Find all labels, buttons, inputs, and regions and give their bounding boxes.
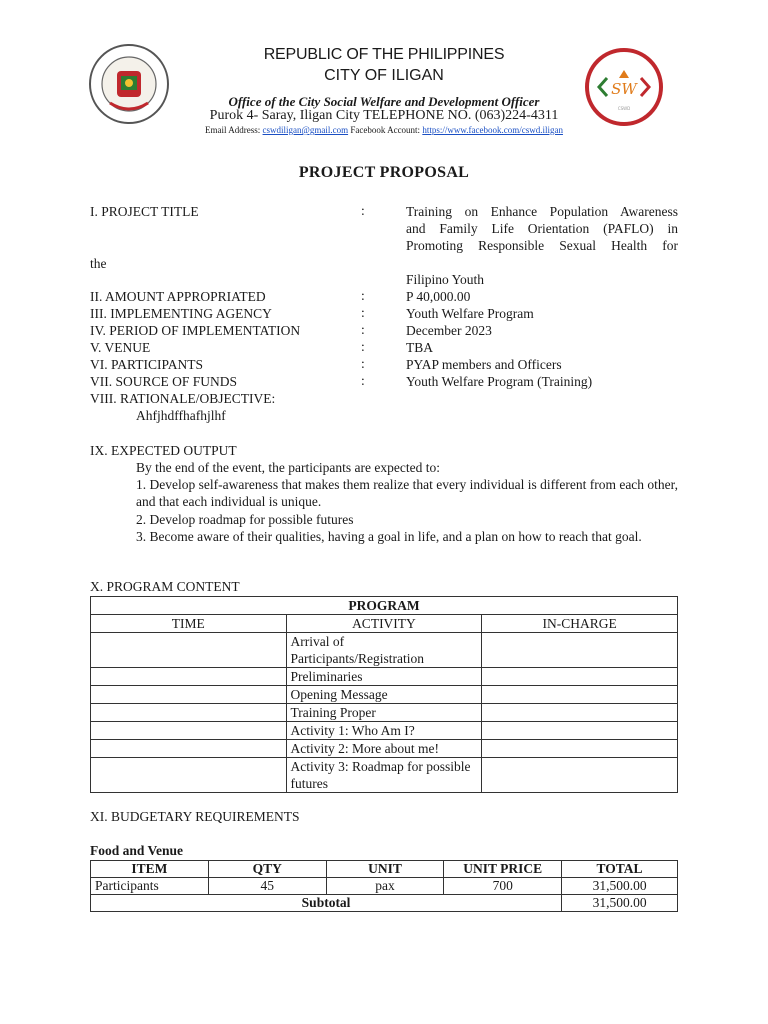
expected-output-item-3-text: 3. Become aware of their qualities, having a goal in life, and a plan on how to reach that goal. [136, 529, 642, 544]
svg-text:SW: SW [611, 80, 637, 98]
table-row [91, 704, 678, 722]
subtotal-label: Subtotal [91, 895, 562, 912]
expected-output-item-1-text: 1. Develop self-awareness that makes them realize that every individual is different from each other, and that each individual is unique. [136, 477, 678, 509]
colon: : [361, 288, 365, 303]
source-label: VII. SOURCE OF FUNDS [90, 374, 238, 389]
agency-label: III. IMPLEMENTING AGENCY [90, 306, 272, 321]
amount-label: II. AMOUNT APPROPRIATED [90, 289, 266, 304]
project-title-line-2: and Family Life Orientation (PAFLO) in [406, 221, 678, 236]
email-label: Email Address: [205, 125, 261, 135]
column-time: TIME [91, 615, 287, 633]
column-unit-price: UNIT PRICE [444, 861, 562, 878]
expected-output-item-1 [136, 476, 678, 510]
activity-cell: Opening Message [286, 686, 482, 704]
in-charge-cell [482, 686, 678, 704]
activity-cell: Arrival of Participants/Registration [286, 633, 482, 668]
expected-output-intro: By the end of the event, the participants are expected to: [136, 460, 441, 475]
colon: : [361, 339, 365, 354]
in-charge-cell [482, 758, 678, 793]
agency-value: Youth Welfare Program [406, 306, 534, 321]
header-office: Office of the City Social Welfare and Development Officer [228, 94, 540, 109]
rationale-value: Ahfjhdffhafhjlhf [136, 408, 226, 423]
column-total: TOTAL [562, 861, 678, 878]
source-value: Youth Welfare Program (Training) [406, 374, 593, 389]
time-cell [91, 722, 287, 740]
project-title-the: the [90, 256, 107, 271]
total-cell: 31,500.00 [562, 878, 678, 895]
time-cell [91, 740, 287, 758]
activity-cell: Activity 1: Who Am I? [286, 722, 482, 740]
activity-cell: Activity 3: Roadmap for possible futures [286, 758, 482, 793]
program-heading: X. PROGRAM CONTENT [90, 579, 240, 594]
period-value: December 2023 [406, 323, 492, 338]
time-cell [91, 686, 287, 704]
in-charge-cell [482, 668, 678, 686]
program-table [90, 596, 678, 793]
table-row [91, 758, 678, 793]
header-republic: REPUBLIC OF THE PHILIPPINES [263, 46, 505, 63]
participants-label: VI. PARTICIPANTS [90, 357, 203, 372]
colon: : [361, 373, 365, 388]
budget-table [90, 860, 678, 912]
expected-output-item-3 [136, 528, 678, 545]
item-cell: Participants [91, 878, 209, 895]
budget-heading: XI. BUDGETARY REQUIREMENTS [90, 809, 300, 824]
time-cell [91, 668, 287, 686]
project-title-line-3: Promoting Responsible Sexual Health for [406, 238, 678, 253]
rationale-label: VIII. RATIONALE/OBJECTIVE: [90, 391, 276, 406]
table-row [91, 740, 678, 758]
in-charge-cell [482, 722, 678, 740]
email-link[interactable]: cswdiligan@gmail.com [262, 125, 349, 135]
program-table-title: PROGRAM [91, 597, 678, 615]
table-row [91, 686, 678, 704]
column-item: ITEM [91, 861, 209, 878]
column-qty: QTY [208, 861, 326, 878]
column-unit: UNIT [326, 861, 444, 878]
venue-value: TBA [406, 340, 433, 355]
document-title: PROJECT PROPOSAL [298, 164, 470, 181]
table-row [91, 722, 678, 740]
amount-value: P 40,000.00 [406, 289, 471, 304]
time-cell [91, 758, 287, 793]
table-row [91, 878, 678, 895]
unit-cell: pax [326, 878, 444, 895]
time-cell [91, 633, 287, 668]
qty-cell: 45 [208, 878, 326, 895]
in-charge-cell [482, 704, 678, 722]
colon: : [361, 356, 365, 371]
activity-cell: Activity 2: More about me! [286, 740, 482, 758]
header-contacts [0, 125, 768, 135]
participants-value: PYAP members and Officers [406, 357, 562, 372]
venue-label: V. VENUE [90, 340, 151, 355]
colon: : [361, 305, 365, 320]
activity-cell: Training Proper [286, 704, 482, 722]
facebook-label: Facebook Account: [350, 125, 421, 135]
column-in-charge: IN-CHARGE [482, 615, 678, 633]
project-title-line-1: Training on Enhance Population Awareness [406, 204, 678, 219]
subtotal-row [91, 895, 678, 912]
header-address: Purok 4- Saray, Iligan City TELEPHONE NO. (063)224-4311 [209, 108, 559, 123]
activity-cell: Preliminaries [286, 668, 482, 686]
project-title-label: I. PROJECT TITLE [90, 204, 199, 219]
budget-section-title: Food and Venue [90, 843, 184, 858]
subtotal-value: 31,500.00 [562, 895, 678, 912]
time-cell [91, 704, 287, 722]
table-row [91, 633, 678, 668]
in-charge-cell [482, 633, 678, 668]
expected-output-heading: IX. EXPECTED OUTPUT [90, 443, 237, 458]
colon: : [361, 322, 365, 337]
colon: : [361, 203, 365, 218]
facebook-link[interactable]: https://www.facebook.com/cswd.iligan [422, 125, 563, 135]
svg-text:CSWD: CSWD [617, 106, 631, 111]
table-row [91, 668, 678, 686]
period-label: IV. PERIOD OF IMPLEMENTATION [90, 323, 301, 338]
column-activity: ACTIVITY [286, 615, 482, 633]
expected-output-item-2: 2. Develop roadmap for possible futures [136, 512, 354, 527]
header-city: CITY OF ILIGAN [324, 67, 444, 84]
project-title-line-4: Filipino Youth [406, 272, 485, 287]
unit-price-cell: 700 [444, 878, 562, 895]
in-charge-cell [482, 740, 678, 758]
